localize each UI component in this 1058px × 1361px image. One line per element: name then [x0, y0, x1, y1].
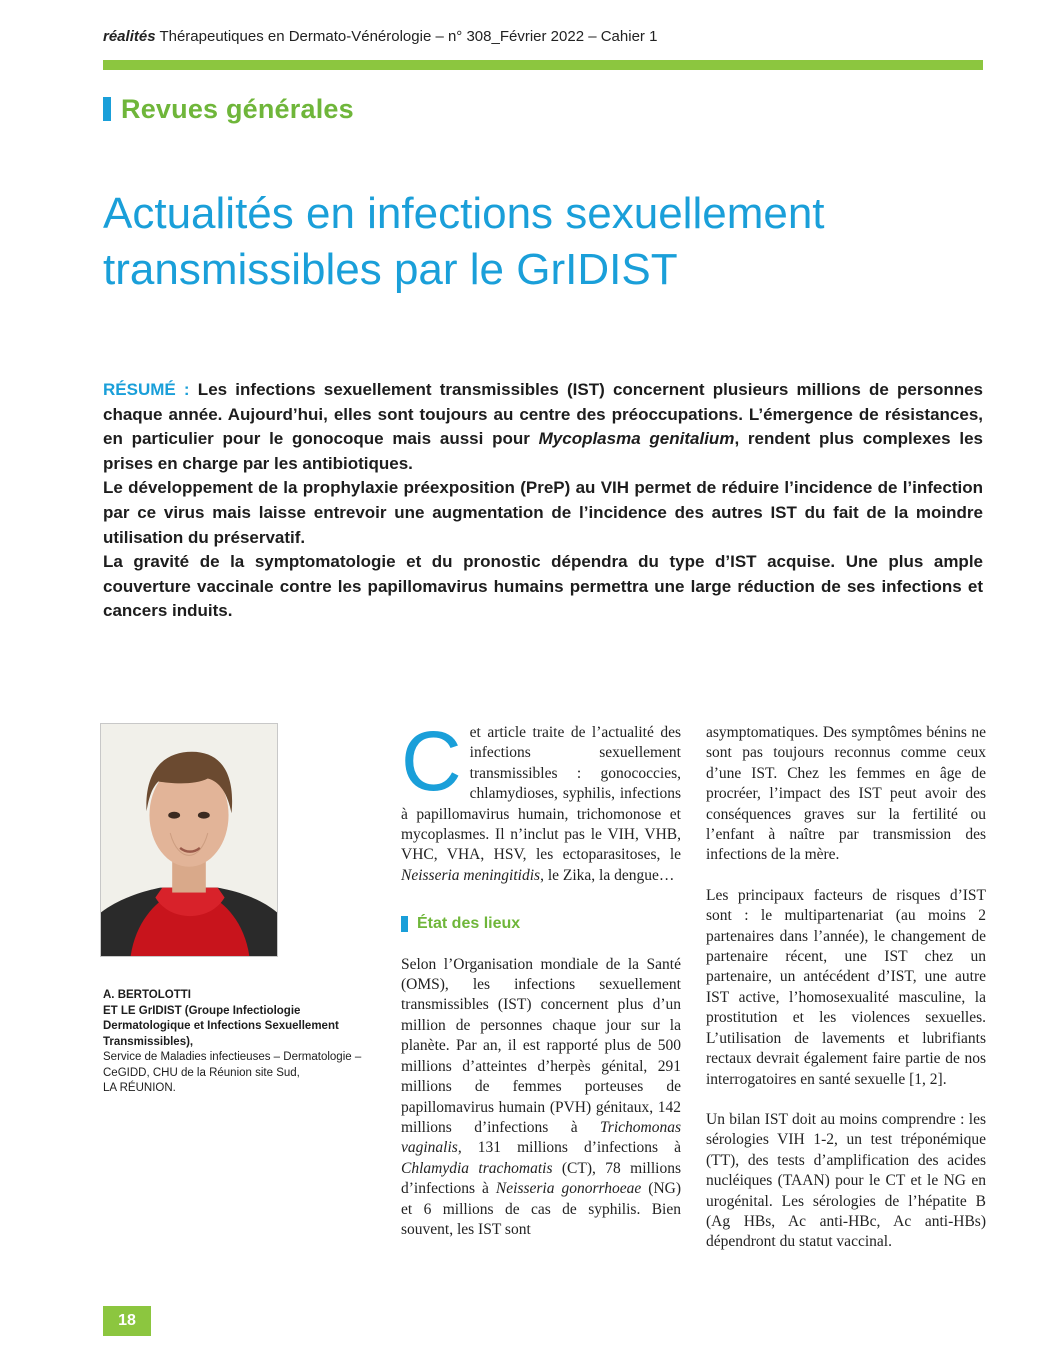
body-column-2: [706, 723, 986, 1273]
section-marker: [103, 97, 111, 121]
abstract-paragraph: Le développement de la prophylaxie préexposition (PreP) au VIH permet de réduire l’incidence de l’infection par ce virus mais laisse entrevoir une augmentation de l’incidence des autres IST du fait de la moindre utilisation du préservatif.: [103, 478, 983, 547]
intro-text: , le Zika, la dengue…: [540, 866, 675, 884]
body-species: Trichomonas vaginalis: [401, 1118, 681, 1157]
abstract-paragraph: La gravité de la symptomatologie et du pronostic dépendra du type d’IST acquise. Une plus ample couverture vaccinale contre les papillomavirus humains permettra une large réduction de ses infections et cancers induits.: [103, 552, 983, 621]
section-label: [103, 93, 354, 125]
journal-brand: réalités: [103, 28, 156, 45]
body-text: , 131 millions d’infections à: [457, 1139, 681, 1157]
author-location: LA RÉUNION.: [103, 1082, 176, 1094]
journal-header: [103, 28, 983, 45]
body-species: Chlamydia trachomatis: [401, 1159, 553, 1177]
article-title: [103, 186, 983, 298]
header-rule: [103, 60, 983, 70]
abstract-paragraph: [103, 378, 983, 476]
intro-species: Neisseria meningitidis: [401, 866, 541, 884]
intro-paragraph: [401, 714, 681, 886]
body-text: (NG) et 6 millions de cas de syphilis. Bien souvent, les IST sont: [401, 1180, 681, 1238]
body-paragraph: asymptomatiques. Des symptômes bénins ne sont pas toujours reconnus comme ceux d’une IST. Chez les femmes en âge de procréer, l’impact des IST peut avoir des conséquences graves sur la fertilité ou l’enfant à naître par transmission des infections de la mère.: [706, 724, 986, 864]
body-paragraph: Les principaux facteurs de risques d’IST sont : le multipartenariat (au moins 2 partenaires dans l’année), le changement de partenaire récent, une IST chez un partenaire, un antécédent d’IST, une autre IST active, l’homosexualité masculine, la prostitution et les violences sexuelles. L’utilisation de lavements et lubrifiants rectaux devrait également faire partie de nos interrogatoires en santé sexuelle [1, 2].: [706, 886, 986, 1088]
abstract-species: Mycoplasma genitalium: [538, 429, 735, 449]
section-title: Revues générales: [121, 93, 354, 124]
body-text: (CT), 78 millions d’infections à: [401, 1159, 681, 1198]
article-title-line-2: transmissibles par le GrIDIST: [103, 245, 678, 294]
abstract-label: RÉSUMÉ :: [103, 380, 190, 399]
author-name: A. BERTOLOTTI: [103, 989, 191, 1001]
subheading-marker: [401, 916, 408, 932]
page-number: 18: [103, 1306, 151, 1336]
body-paragraph: [401, 955, 681, 1241]
author-affiliation: Service de Maladies infectieuses – Dermatologie – CeGIDD, CHU de la Réunion site Sud,: [103, 1051, 362, 1079]
body-column-1: [401, 714, 681, 1260]
subheading: [401, 914, 681, 934]
body-paragraph: Un bilan IST doit au moins comprendre : les sérologies VIH 1-2, un test tréponémique (TT), des tests d’amplification des acides nucléiques (TAAN) pour le CT et le NG en urogénital. Les sérologies de l’hépatite B (Ag HBs, Ac anti-HBc, Ac anti-HBs) dépendront du statut vaccinal.: [706, 1110, 986, 1251]
journal-issue: Thérapeutiques en Dermato-Vénérologie – n° 308_Février 2022 – Cahier 1: [159, 28, 658, 45]
intro-text: et article traite de l’actualité des infections sexuellement transmissibles : gonococcies, chlamydioses, syphilis, infections à papillomavirus humain, trichomonose et mycoplasmes. Il n’inclut pas le VIH, VHB, VHC, VHA, HSV, les ectoparasitoses, le: [401, 724, 681, 864]
drop-cap: C: [401, 714, 462, 808]
abstract-text: , rendent plus complexes les prises en charge par les antibiotiques.: [103, 429, 983, 473]
abstract: [103, 378, 983, 624]
body-species: Neisseria gonorrhoeae: [495, 1180, 642, 1198]
subheading-text: État des lieux: [417, 915, 521, 933]
author-group: ET LE GrIDIST (Groupe Infectiologie Dermatologique et Infections Sexuellement Transmissibles),: [103, 1004, 339, 1048]
article-title-line-1: Actualités en infections sexuellement: [103, 189, 825, 238]
author-info: [103, 988, 383, 1097]
body-text: Selon l’Organisation mondiale de la Santé (OMS), les infections sexuellement transmissibles (IST) concernent plus d’un million de personnes chaque jour sur la planète. Par an, il est rapporté plus de 500 millions d’atteintes d’herpès génital, 291 millions de femmes porteuses de papillomavirus humain (PVH) génitaux, 142 millions d’infections à: [401, 955, 681, 1136]
author-photo: [100, 723, 278, 957]
abstract-text: Les infections sexuellement transmissibles (IST) concernent plusieurs millions de personnes chaque année. Aujourd’hui, elles sont toujours au centre des préoccupations. L’émergence de résistances, en particulier pour le gonocoque mais aussi pour: [103, 380, 984, 449]
author-portrait: [101, 724, 277, 956]
